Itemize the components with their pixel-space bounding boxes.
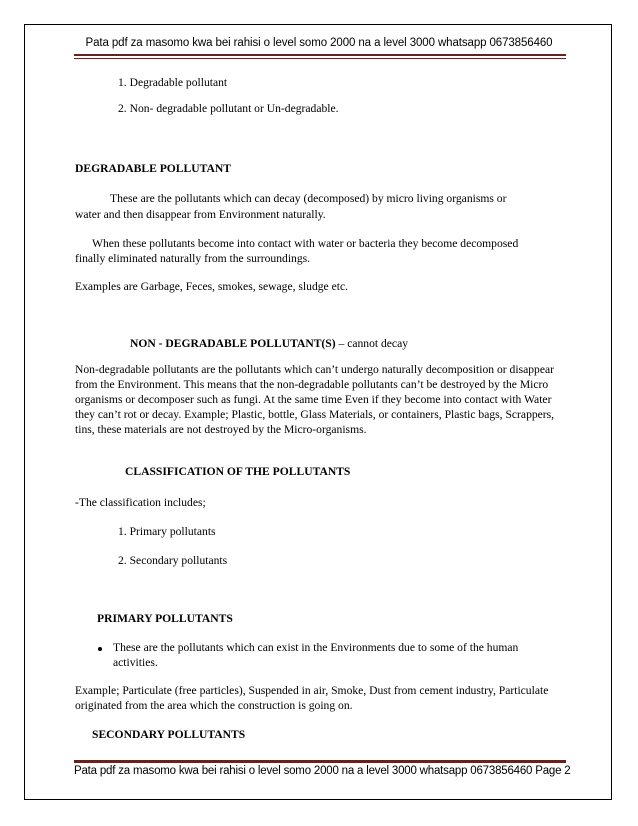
non-degradable-heading-line [130,336,408,351]
non-degradable-paragraph: Non-degradable pollutants are the pollutants which can’t undergo naturally decomposition or disappear from the Environment. This means that the non-degradable pollutants can’t be destroyed by the Micro organisms or decomposer such as fungi. At the same time Even if they become into contact with Water they can’t rot or decay. Example; Plastic, bottle, Glass Materials, or containers, Plastic bags, Scrappers, tins, these materials are not destroyed by the Micro-organisms. [75,363,555,436]
non-degradable-heading-suffix: – cannot decay [335,337,409,350]
page-footer: Pata pdf za masomo kwa bei rahisi o level somo 2000 na a level 3000 whatsapp 0673856460 Page 2 [74,765,571,777]
header-rule-thick [74,54,566,56]
degradable-para1-line2: water and then disappear from Environment naturally. [75,208,326,221]
degradable-para1-line1: These are the pollutants which can decay (decomposed) by micro living organisms or [110,192,507,205]
type-item-1: 1. Degradable pollutant [118,76,228,89]
degradable-para2-line2: finally eliminated naturally from the surroundings. [75,252,311,265]
degradable-para2-line1: When these pollutants become into contact with water or bacteria they become decomposed [92,237,519,250]
classification-heading: CLASSIFICATION OF THE POLLUTANTS [125,465,351,478]
classification-item-2: 2. Secondary pollutants [118,554,228,567]
type-item-2: 2. Non- degradable pollutant or Un-degradable. [118,102,339,115]
degradable-examples: Examples are Garbage, Feces, smokes, sewage, sludge etc. [75,280,348,293]
footer-rule [74,760,566,763]
classification-item-1: 1. Primary pollutants [118,525,216,538]
degradable-heading: DEGRADABLE POLLUTANT [75,162,232,175]
primary-heading: PRIMARY POLLUTANTS [97,612,233,625]
header-rule-thin [74,58,566,59]
primary-example: Example; Particulate (free particles), Suspended in air, Smoke, Dust from cement industry, Particulate originated from the area which the construction is going on. [75,684,549,712]
bullet-icon [98,647,102,651]
page-header: Pata pdf za masomo kwa bei rahisi o level somo 2000 na a level 3000 whatsapp 0673856460 [85,37,553,49]
secondary-heading: SECONDARY POLLUTANTS [92,728,246,741]
non-degradable-heading: NON - DEGRADABLE POLLUTANT(S) [130,337,336,350]
primary-bullet-text: These are the pollutants which can exist in the Environments due to some of the human activities. [113,641,519,669]
classification-intro: -The classification includes; [75,496,206,509]
